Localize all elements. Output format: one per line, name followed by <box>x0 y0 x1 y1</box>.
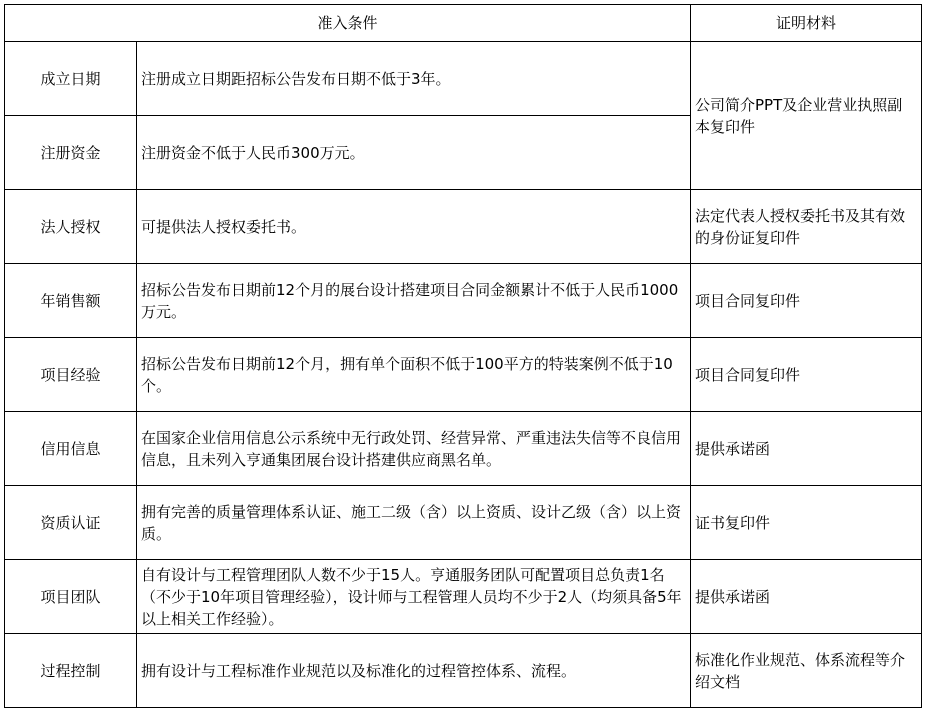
row-label: 注册资金 <box>5 116 137 190</box>
admission-criteria-table <box>4 4 922 708</box>
row-condition: 在国家企业信用信息公示系统中无行政处罚、经营异常、严重违法失信等不良信用信息，且未列入亨通集团展台设计搭建供应商黑名单。 <box>137 412 691 486</box>
table-row <box>5 412 922 486</box>
row-condition: 注册成立日期距招标公告发布日期不低于3年。 <box>137 42 691 116</box>
row-material-merged: 公司简介PPT及企业营业执照副本复印件 <box>691 42 922 190</box>
table-row <box>5 42 922 116</box>
row-condition: 注册资金不低于人民币300万元。 <box>137 116 691 190</box>
row-label: 成立日期 <box>5 42 137 116</box>
row-condition: 可提供法人授权委托书。 <box>137 190 691 264</box>
row-label: 信用信息 <box>5 412 137 486</box>
row-condition: 招标公告发布日期前12个月的展台设计搭建项目合同金额累计不低于人民币1000万元。 <box>137 264 691 338</box>
row-label: 法人授权 <box>5 190 137 264</box>
table-row <box>5 486 922 560</box>
row-label: 项目团队 <box>5 560 137 634</box>
table-row <box>5 560 922 634</box>
header-row <box>5 5 922 42</box>
row-material: 标准化作业规范、体系流程等介绍文档 <box>691 634 922 708</box>
row-condition: 拥有设计与工程标准作业规范以及标准化的过程管控体系、流程。 <box>137 634 691 708</box>
row-label: 年销售额 <box>5 264 137 338</box>
row-material: 提供承诺函 <box>691 560 922 634</box>
row-label: 资质认证 <box>5 486 137 560</box>
row-condition: 招标公告发布日期前12个月，拥有单个面积不低于100平方的特装案例不低于10个。 <box>137 338 691 412</box>
row-condition: 自有设计与工程管理团队人数不少于15人。亨通服务团队可配置项目总负责1名（不少于10年项目管理经验），设计师与工程管理人员均不少于2人（均须具备5年以上相关工作经验）。 <box>137 560 691 634</box>
table-row <box>5 338 922 412</box>
header-condition: 准入条件 <box>5 5 691 42</box>
table-row <box>5 190 922 264</box>
header-materials: 证明材料 <box>691 5 922 42</box>
row-label: 项目经验 <box>5 338 137 412</box>
row-label: 过程控制 <box>5 634 137 708</box>
table-row <box>5 634 922 708</box>
table-row <box>5 264 922 338</box>
row-condition: 拥有完善的质量管理体系认证、施工二级（含）以上资质、设计乙级（含）以上资质。 <box>137 486 691 560</box>
row-material: 项目合同复印件 <box>691 264 922 338</box>
row-material: 提供承诺函 <box>691 412 922 486</box>
row-material: 项目合同复印件 <box>691 338 922 412</box>
row-material: 证书复印件 <box>691 486 922 560</box>
row-material: 法定代表人授权委托书及其有效的身份证复印件 <box>691 190 922 264</box>
